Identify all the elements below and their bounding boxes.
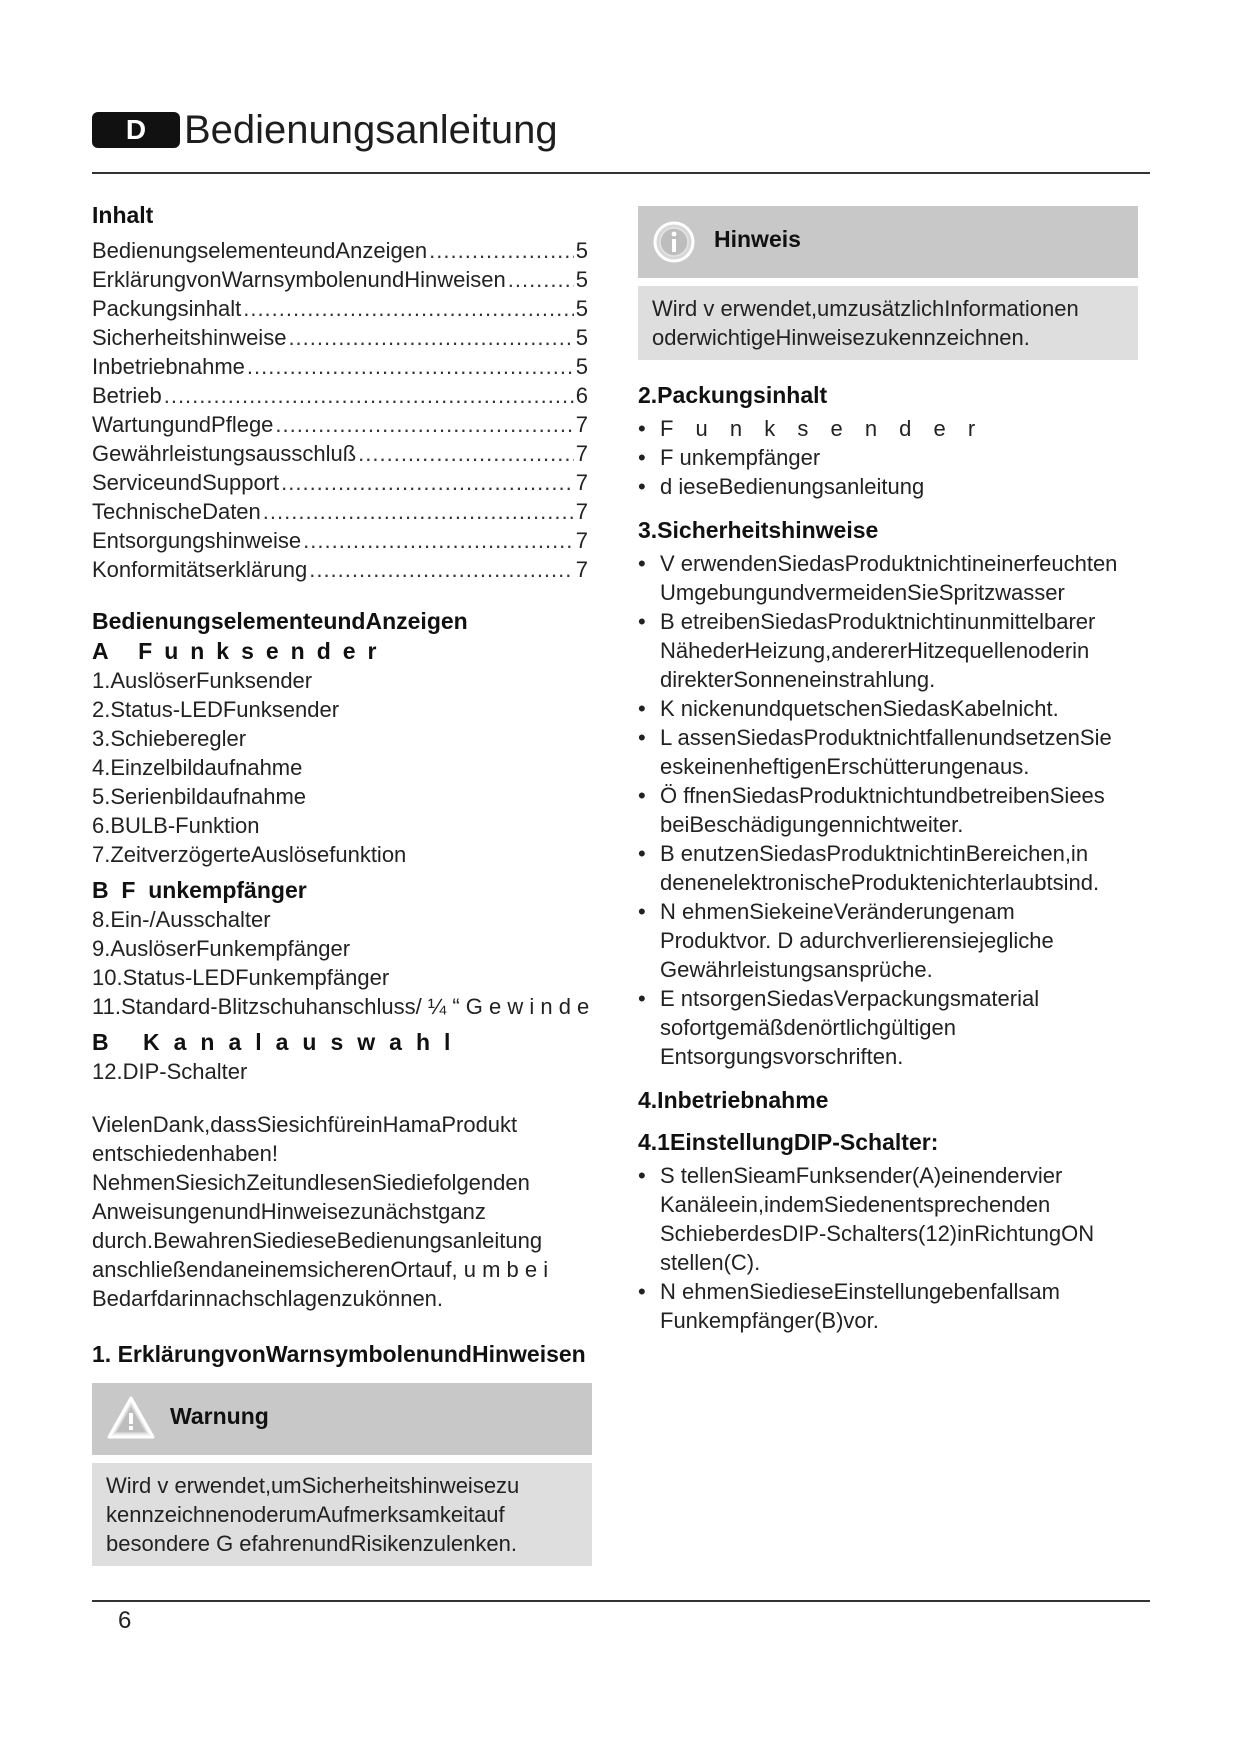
toc-label: Packungsinhalt	[92, 296, 242, 321]
toc-entry[interactable]	[92, 352, 588, 381]
list-item: 2.Status-LEDFunksender	[92, 697, 340, 722]
warning-box	[92, 1383, 592, 1566]
intro-line: NehmenSiesichZeitundlesenSiediefolgenden	[92, 1170, 530, 1195]
group-c-title: B Kanalauswahl	[92, 1029, 465, 1055]
item-line: NähederHeizung,andererHitzequellenoderin	[660, 638, 1090, 663]
item-line: SchieberdesDIP-Schalters(12)inRichtungON	[660, 1221, 1095, 1246]
section-2-heading: 2.Packungsinhalt	[638, 382, 828, 408]
group-c-list	[92, 1057, 592, 1086]
group-b-list	[92, 905, 592, 1021]
item-line: • Ö ffnenSiedasProduktnichtundbetreibenSiees	[660, 783, 1105, 808]
setup-list	[638, 1161, 1138, 1335]
section-2	[638, 380, 1138, 501]
item-line: direkterSonneneinstrahlung.	[660, 667, 936, 692]
item-line: • K nickenundquetschenSiedasKabelnicht.	[660, 696, 1059, 721]
toc-entry[interactable]	[92, 236, 588, 265]
safety-list	[638, 549, 1138, 1071]
toc-leader	[429, 236, 574, 265]
section-3-heading: 3.Sicherheitshinweise	[638, 517, 879, 543]
toc-label: Gewährleistungsausschluß	[92, 441, 357, 466]
toc-label: TechnischeDaten	[92, 499, 261, 524]
toc-leader	[508, 265, 574, 294]
item-line: • N ehmenSiedieseEinstellungebenfallsam	[660, 1279, 1060, 1304]
warning-line: besondere G efahrenundRisikenzulenken.	[106, 1531, 517, 1556]
item-line: stellen(C).	[660, 1250, 761, 1275]
toc-leader	[303, 526, 574, 555]
intro-line: Bedarfdarinnachschlagenzukönnen.	[92, 1286, 444, 1311]
toc-page: 7	[575, 441, 588, 466]
toc-entry[interactable]	[92, 381, 588, 410]
section-1	[92, 1339, 592, 1566]
item-line: • N ehmenSiekeineVeränderungenam	[660, 899, 1015, 924]
section-3	[638, 515, 1138, 1071]
controls-heading: BedienungselementeundAnzeigen	[92, 608, 468, 634]
list-item: • F u n k s e n d e r	[638, 414, 1138, 443]
header-divider	[92, 172, 1150, 174]
toc-leader	[358, 439, 574, 468]
toc-leader	[309, 555, 574, 584]
page-number: 6	[118, 1607, 132, 1634]
toc-label: Betrieb	[92, 383, 162, 408]
item-line: Entsorgungsvorschriften.	[660, 1044, 904, 1069]
hint-body	[638, 286, 1138, 360]
toc-entry[interactable]	[92, 265, 588, 294]
toc-entry[interactable]	[92, 555, 588, 584]
left-column	[92, 200, 592, 1566]
list-item	[638, 984, 1138, 1071]
toc-entry[interactable]	[92, 526, 588, 555]
list-item: 12.DIP-Schalter	[92, 1059, 248, 1084]
warning-line: Wird v erwendet,umSicherheitshinweisezu	[106, 1473, 520, 1498]
hint-label: Hinweis	[714, 226, 801, 252]
list-item: 7.ZeitverzögerteAuslösefunktion	[92, 842, 407, 867]
list-item	[638, 723, 1138, 781]
warning-header	[92, 1383, 592, 1455]
list-item	[638, 781, 1138, 839]
toc-leader	[164, 381, 574, 410]
item-line: • B etreibenSiedasProduktnichtinunmittelbarer	[660, 609, 1096, 634]
right-column	[638, 206, 1138, 1335]
hint-header	[638, 206, 1138, 278]
item-line: • B enutzenSiedasProduktnichtinBereichen,in	[660, 841, 1089, 866]
toc-page: 7	[575, 412, 588, 437]
list-item	[638, 1277, 1138, 1335]
intro-line: VielenDank,dassSiesichfüreinHamaProdukt	[92, 1112, 518, 1137]
document-title: Bedienungsanleitung	[184, 108, 558, 152]
item-line: denenelektronischeProduktenichterlaubtsind.	[660, 870, 1100, 895]
list-item	[638, 694, 1138, 723]
toc-label: BedienungselementeundAnzeigen	[92, 238, 428, 263]
page-header	[92, 104, 1150, 176]
item-line: • E ntsorgenSiedasVerpackungsmaterial	[660, 986, 1040, 1011]
toc-leader	[247, 352, 574, 381]
list-item: 3.Schieberegler	[92, 726, 247, 751]
toc-page: 7	[575, 528, 588, 553]
toc-label: ErklärungvonWarnsymbolenundHinweisen	[92, 267, 506, 292]
list-item: 11.Standard-Blitzschuhanschluss/ ¼ “ G e w i n d e	[92, 994, 590, 1019]
toc-page: 5	[575, 267, 588, 292]
item-line: Kanäleein,indemSiedenentsprechenden	[660, 1192, 1051, 1217]
list-item: • F unkempfänger	[638, 443, 1138, 472]
list-item: 5.Serienbildaufnahme	[92, 784, 307, 809]
package-contents-list	[638, 414, 1138, 501]
language-badge: D	[92, 112, 180, 148]
list-item	[638, 839, 1138, 897]
section-4-1-heading: 4.1EinstellungDIP-Schalter:	[638, 1129, 939, 1155]
toc-entry[interactable]	[92, 468, 588, 497]
list-item: 4.Einzelbildaufnahme	[92, 755, 303, 780]
toc-entry[interactable]	[92, 323, 588, 352]
hint-box	[638, 206, 1138, 360]
group-a-list	[92, 666, 592, 869]
item-line: • S tellenSieamFunksender(A)einendervier	[660, 1163, 1063, 1188]
toc-page: 5	[575, 238, 588, 263]
group-b-title: B F unkempfänger	[92, 877, 307, 903]
toc-entry[interactable]	[92, 294, 588, 323]
item-line: • L assenSiedasProduktnichtfallenundsetzenSie	[660, 725, 1112, 750]
toc-page: 5	[575, 325, 588, 350]
toc-page: 5	[575, 354, 588, 379]
list-item	[638, 1161, 1138, 1277]
item-line: sofortgemäßdenörtlichgültigen	[660, 1015, 956, 1040]
hint-line: oderwichtigeHinweisezukennzeichnen.	[652, 325, 1030, 350]
item-line: beiBeschädigungennichtweiter.	[660, 812, 964, 837]
intro-line: anschließendaneinemsicherenOrtauf, u m b e i	[92, 1257, 549, 1282]
item-line: Funkempfänger(B)vor.	[660, 1308, 879, 1333]
item-line: • V erwendenSiedasProduktnichtineinerfeuchten	[660, 551, 1118, 576]
section-1-heading: 1. ErklärungvonWarnsymbolenundHinweisen	[92, 1341, 586, 1367]
hint-line: Wird v erwendet,umzusätzlichInformationen	[652, 296, 1079, 321]
toc-page: 7	[575, 499, 588, 524]
toc-leader	[243, 294, 574, 323]
item-line: UmgebungundvermeidenSieSpritzwasser	[660, 580, 1065, 605]
toc-leader	[288, 323, 573, 352]
list-item: 1.AuslöserFunksender	[92, 668, 313, 693]
item-line: eskeinenheftigenErschütterungenaus.	[660, 754, 1030, 779]
toc-entry[interactable]	[92, 410, 588, 439]
section-4	[638, 1085, 1138, 1335]
section-4-heading: 4.Inbetriebnahme	[638, 1087, 829, 1113]
list-item: 6.BULB-Funktion	[92, 813, 260, 838]
toc-page: 5	[575, 296, 588, 321]
list-item: 10.Status-LEDFunkempfänger	[92, 965, 390, 990]
intro-line: entschiedenhaben!	[92, 1141, 278, 1166]
warning-line: kennzeichnenoderumAufmerksamkeitauf	[106, 1502, 505, 1527]
toc-label: Inbetriebnahme	[92, 354, 245, 379]
toc-page: 7	[575, 557, 588, 582]
toc-label: Sicherheitshinweise	[92, 325, 287, 350]
group-a-title: A Funksender	[92, 638, 389, 664]
toc-label: WartungundPflege	[92, 412, 274, 437]
toc-label: Entsorgungshinweise	[92, 528, 302, 553]
warning-body	[92, 1463, 592, 1566]
table-of-contents	[92, 236, 592, 584]
toc-label: Konformitätserklärung	[92, 557, 308, 582]
list-item	[638, 897, 1138, 984]
intro-line: durch.BewahrenSiedieseBedienungsanleitung	[92, 1228, 543, 1253]
toc-leader	[263, 497, 574, 526]
warning-triangle-icon	[106, 1395, 156, 1441]
item-line: Gewährleistungsansprüche.	[660, 957, 933, 982]
warning-label: Warnung	[170, 1403, 269, 1429]
controls-section	[92, 606, 592, 1086]
list-item: 9.AuslöserFunkempfänger	[92, 936, 351, 961]
toc-leader	[281, 468, 574, 497]
footer-divider	[92, 1600, 1150, 1602]
toc-entry[interactable]	[92, 497, 588, 526]
intro-line: AnweisungenundHinweisezunächstganz	[92, 1199, 486, 1224]
contents-heading: Inhalt	[92, 202, 154, 228]
toc-page: 6	[575, 383, 588, 408]
intro-paragraph	[92, 1110, 592, 1313]
item-line: Produktvor. D adurchverlierensiejegliche	[660, 928, 1054, 953]
toc-entry[interactable]	[92, 439, 588, 468]
toc-page: 7	[575, 470, 588, 495]
list-item	[638, 549, 1138, 607]
list-item: • d ieseBedienungsanleitung	[638, 472, 1138, 501]
info-icon	[652, 220, 696, 264]
toc-leader	[275, 410, 573, 439]
toc-label: ServiceundSupport	[92, 470, 280, 495]
list-item: 8.Ein-/Ausschalter	[92, 907, 271, 932]
list-item	[638, 607, 1138, 694]
